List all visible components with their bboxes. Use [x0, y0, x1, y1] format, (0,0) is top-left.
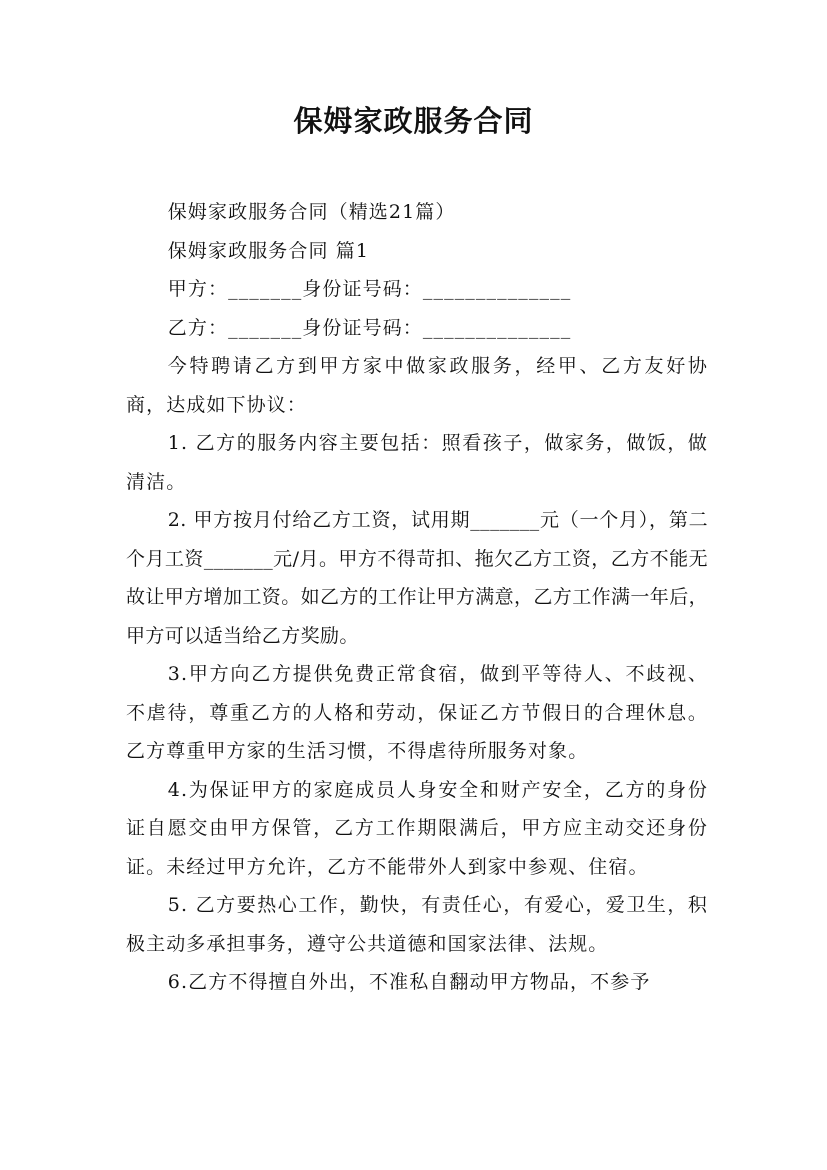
- paragraph-clause-3: 3.甲方向乙方提供免费正常食宿，做到平等待人、不歧视、不虐待，尊重乙方的人格和劳动，保证乙方节假日的合理休息。乙方尊重甲方家的生活习惯，不得虐待所服务对象。: [126, 663, 708, 762]
- paragraph-intro: 今特聘请乙方到甲方家中做家政服务，经甲、乙方友好协商，达成如下协议：: [126, 355, 708, 416]
- paragraph-party-a: 甲方：_______身份证号码：______________: [167, 278, 572, 300]
- paragraph-clause-2: 2. 甲方按月付给乙方工资，试用期_______元（一个月），第二个月工资_______元/月。甲方不得苛扣、拖欠乙方工资，乙方不能无故让甲方增加工资。如乙方的工作让甲方满意，乙方工作满一年后，甲方可以适当给乙方奖励。: [126, 509, 709, 647]
- paragraph-clause-5: 5. 乙方要热心工作，勤快，有责任心，有爱心，爱卫生，积极主动多承担事务，遵守公共道德和国家法律、法规。: [126, 894, 708, 955]
- paragraph-clause-1: 1. 乙方的服务内容主要包括：照看孩子，做家务，做饭，做清洁。: [126, 432, 708, 493]
- paragraph-clause-6: 6.乙方不得擅自外出，不准私自翻动甲方物品，不参予: [167, 971, 651, 993]
- paragraph-section-heading: 保姆家政服务合同 篇1: [167, 239, 370, 262]
- paragraph-clause-4: 4.为保证甲方的家庭成员人身安全和财产安全，乙方的身份证自愿交由甲方保管，乙方工作期限满后，甲方应主动交还身份证。未经过甲方允许，乙方不能带外人到家中参观、住宿。: [126, 778, 708, 878]
- document-body: [126, 193, 708, 1002]
- paragraph-party-b: 乙方：_______身份证号码：______________: [167, 316, 572, 339]
- paragraph-subtitle: 保姆家政服务合同（精选21篇）: [167, 201, 456, 223]
- document-title: 保姆家政服务合同: [293, 104, 534, 138]
